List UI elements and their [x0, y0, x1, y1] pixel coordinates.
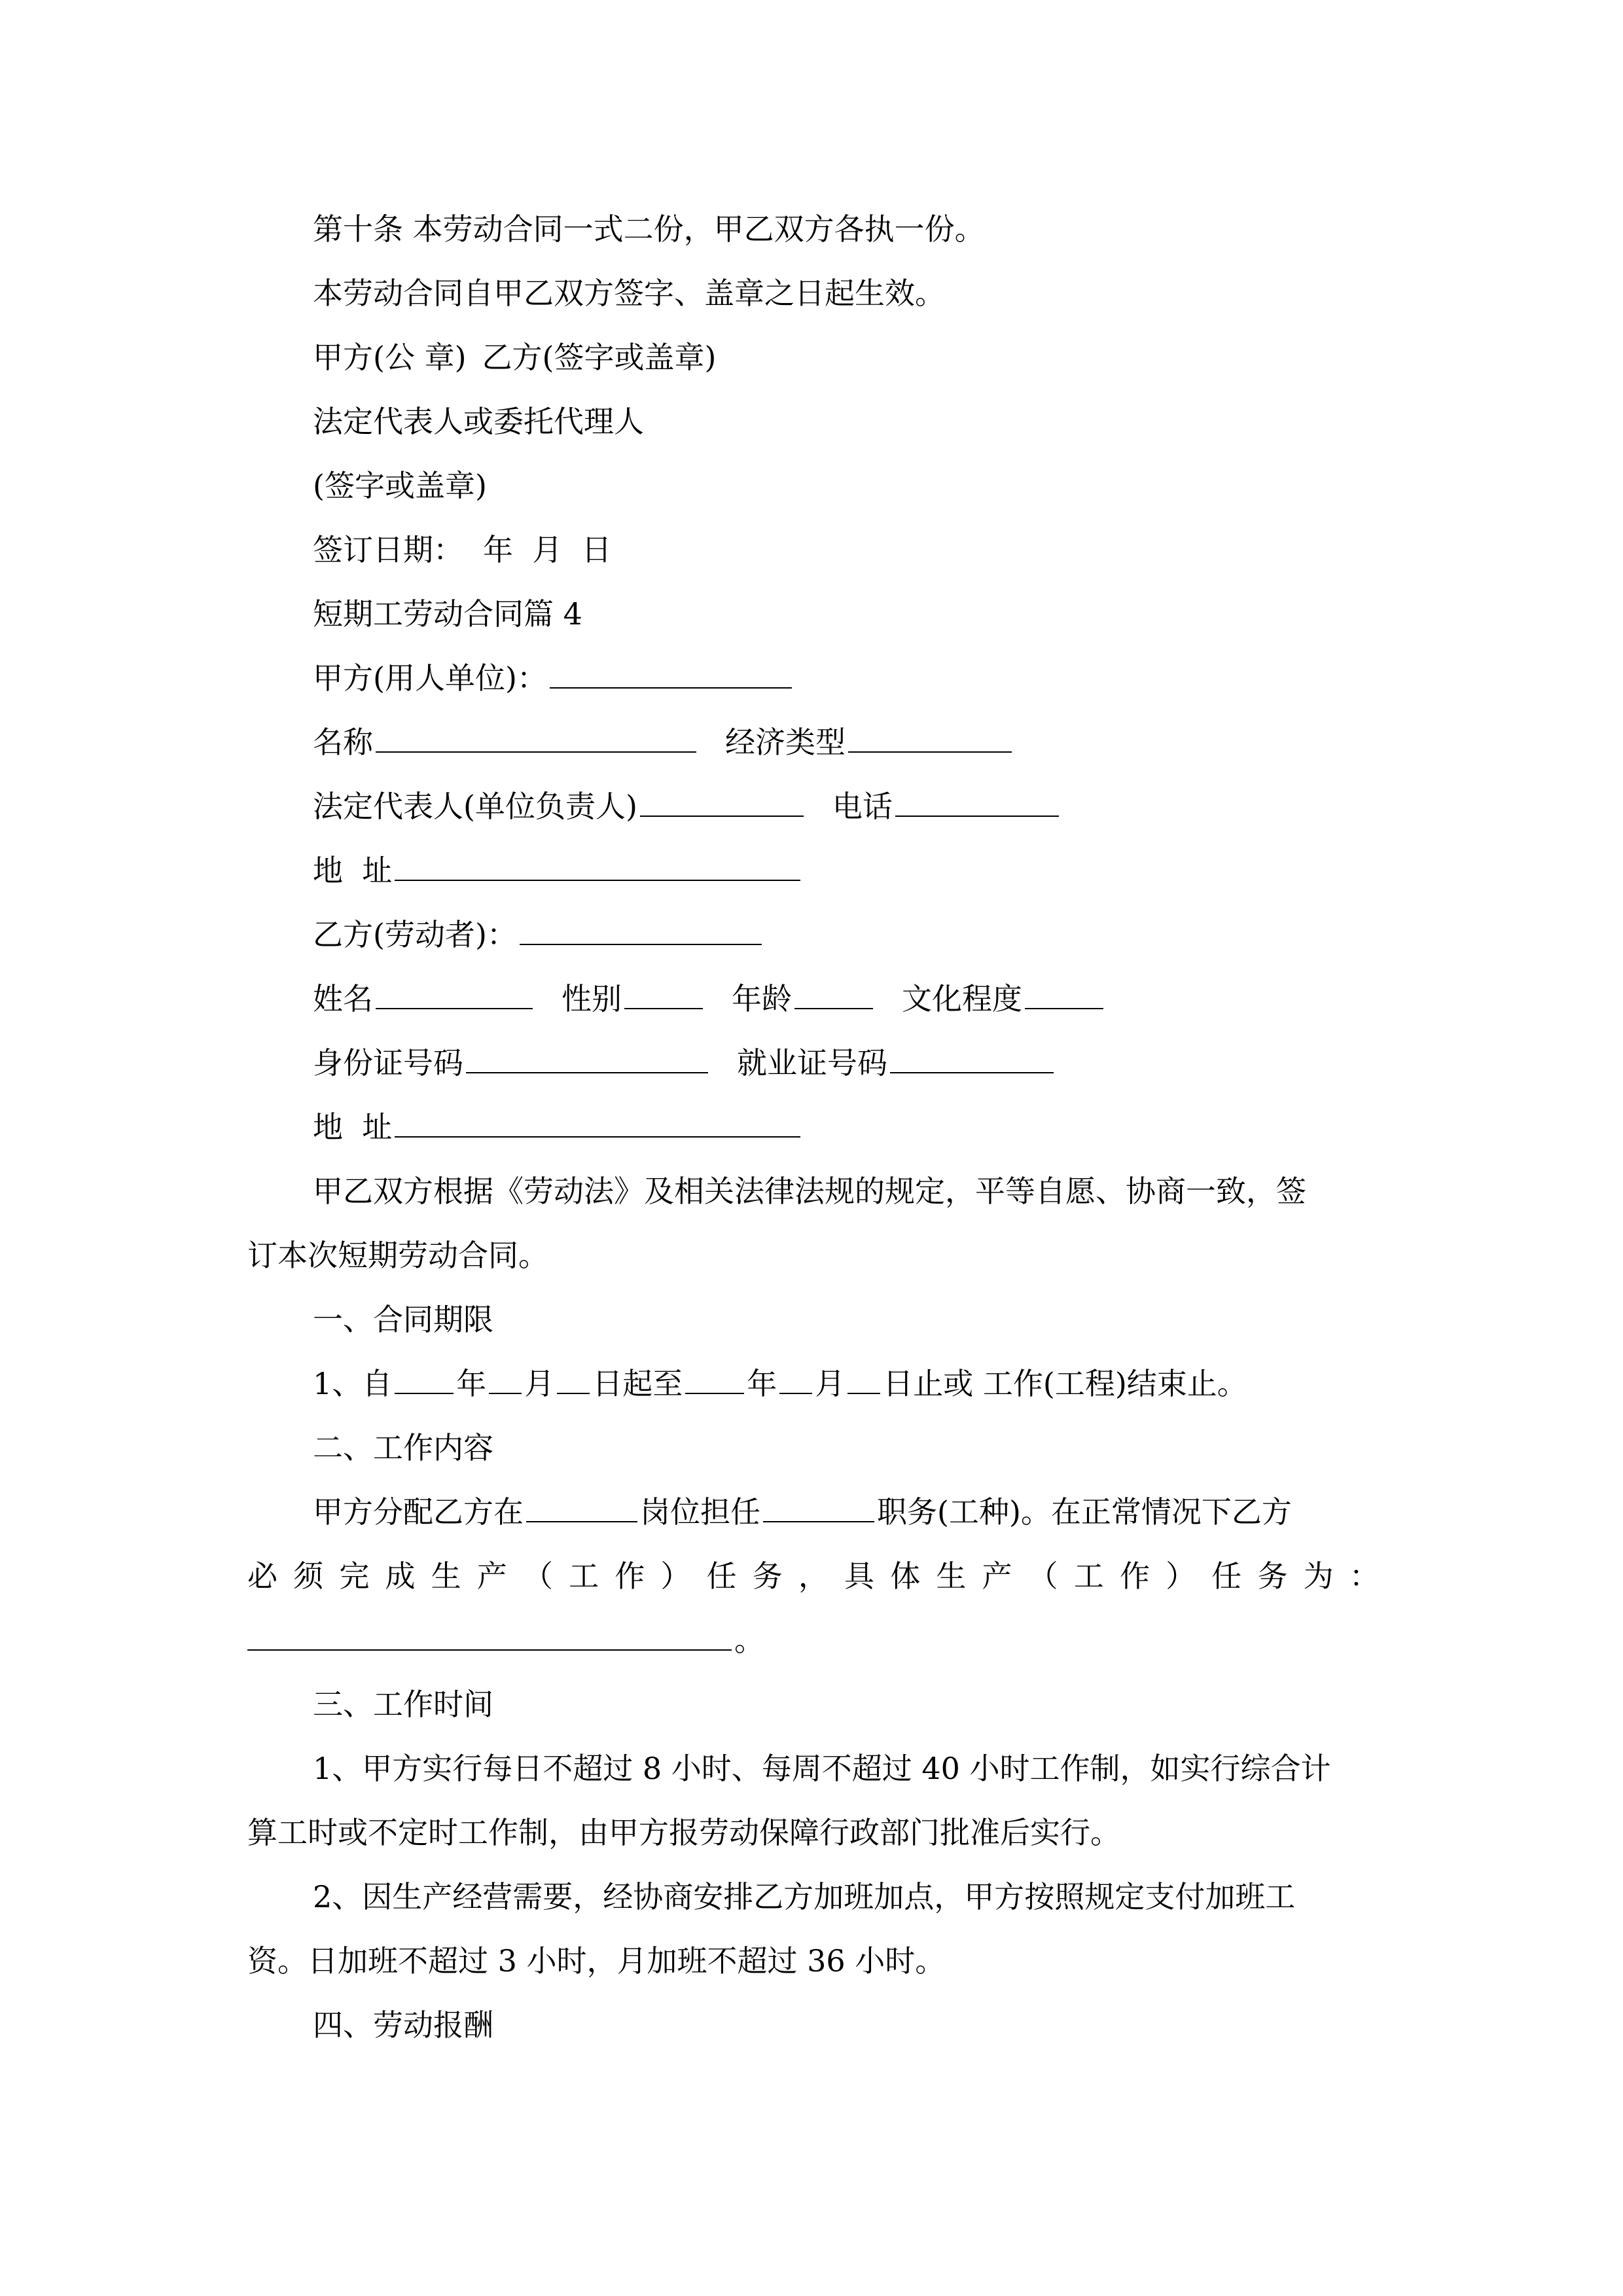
- overtime-line-1: 2、因生产经营需要，经协商安排乙方加班加点，甲方按照规定支付加班工: [313, 1879, 1296, 1914]
- work-content-line-2: 必 须 完 成 生 产 （ 工 作 ） 任 务 ， 具 体 生 产 （ 工 作 ） 任 务 为 ：: [247, 1558, 1380, 1594]
- party-a-line: 甲方(用人单位)：: [0, 658, 1623, 698]
- contract-term-line: 1、自 年 月 日起至 年 月 日止或 工作(工程)结束止。: [313, 1366, 1247, 1401]
- representative-phone-line: 法定代表人(单位负责人) 电话: [0, 787, 1623, 826]
- heading-working-hours: 三、工作时间: [313, 1687, 493, 1722]
- preamble-line-2: 订本次短期劳动合同。: [247, 1238, 548, 1273]
- working-hours-line-1: 1、甲方实行每日不超过 8 小时、每周不超过 40 小时工作制，如实行综合计: [313, 1751, 1331, 1786]
- legal-representative-line: 法定代表人或委托代理人: [313, 404, 644, 439]
- working-hours-line-2: 算工时或不定时工作制，由甲方报劳动保障行政部门批准后实行。: [247, 1815, 1120, 1850]
- heading-remuneration: 四、劳动报酬: [313, 2007, 493, 2043]
- work-content-line-1: 甲方分配乙方在 岗位担任 职务(工种)。在正常情况下乙方: [313, 1494, 1292, 1530]
- personal-info-line: 姓名 性别 年龄 文化程度: [0, 979, 1623, 1018]
- overtime-line-2: 资。日加班不超过 3 小时，月加班不超过 36 小时。: [247, 1943, 946, 1979]
- party-b-address-line: 地 址: [0, 1107, 1623, 1147]
- heading-work-content: 二、工作内容: [313, 1430, 493, 1465]
- party-b-line: 乙方(劳动者)：: [0, 915, 1623, 954]
- heading-contract-term: 一、合同期限: [313, 1302, 493, 1337]
- sign-date-line: 签订日期： 年 月 日: [313, 532, 612, 567]
- id-number-line: 身份证号码 就业证号码: [0, 1043, 1623, 1083]
- party-signature-line: 甲方(公 章) 乙方(签字或盖章): [313, 340, 717, 375]
- clause-ten: 第十条 本劳动合同一式二份，甲乙双方各执一份。: [313, 211, 985, 247]
- section-title: 短期工劳动合同篇 4: [313, 596, 582, 632]
- effective-clause: 本劳动合同自甲乙双方签字、盖章之日起生效。: [313, 276, 945, 311]
- work-content-line-3: 。: [0, 1621, 1623, 1660]
- party-a-address-line: 地 址: [0, 851, 1623, 890]
- name-econ-type-line: 名称 经济类型: [0, 723, 1623, 762]
- preamble-line-1: 甲乙双方根据《劳动法》及相关法律法规的规定，平等自愿、协商一致，签: [313, 1174, 1306, 1209]
- sign-or-seal-line: (签字或盖章): [313, 468, 487, 503]
